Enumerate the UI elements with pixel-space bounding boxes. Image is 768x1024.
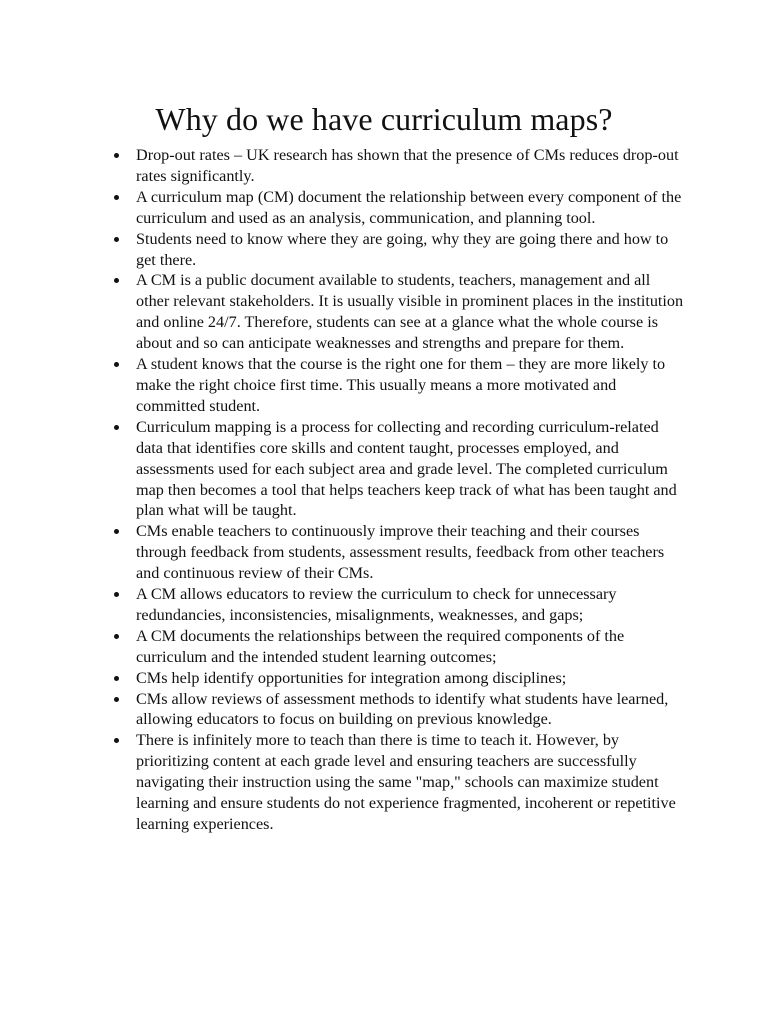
list-item: [136, 229, 684, 271]
list-item: [136, 730, 684, 835]
bullet-icon: [114, 153, 119, 158]
bullet-icon: [114, 529, 119, 534]
list-item-text: Curriculum mapping is a process for collecting and recording curriculum-related data that identifies core skills and content taught, processes employed, and assessments used for each subject area and grade level. The completed curriculum map then becomes a tool that helps teachers keep track of what has been taught and plan what will be taught.: [136, 417, 677, 520]
bullet-icon: [114, 425, 119, 430]
list-item: [136, 584, 684, 626]
list-item: [136, 689, 684, 731]
bullet-icon: [114, 738, 119, 743]
list-item-text: CMs allow reviews of assessment methods to identify what students have learned, allowing educators to focus on building on previous knowledge.: [136, 689, 669, 729]
bullet-icon: [114, 278, 119, 283]
list-item: [136, 626, 684, 668]
bullet-icon: [114, 592, 119, 597]
list-item-text: A curriculum map (CM) document the relationship between every component of the curriculum and used as an analysis, communication, and planning tool.: [136, 187, 682, 227]
bullet-icon: [114, 676, 119, 681]
list-item-text: There is infinitely more to teach than there is time to teach it. However, by prioritizing content at each grade level and ensuring teachers are successfully navigating their instruction using the same "map," schools can maximize student learning and ensure students do not experience fragmented, incoherent or repetitive learning experiences.: [136, 731, 676, 833]
list-item: [136, 354, 684, 417]
bullet-icon: [114, 634, 119, 639]
bullet-icon: [114, 237, 119, 242]
list-item-text: Drop-out rates – UK research has shown that the presence of CMs reduces drop-out rates significantly.: [136, 146, 679, 185]
page-title: Why do we have curriculum maps?: [155, 101, 613, 137]
list-item-text: CMs help identify opportunities for integration among disciplines;: [136, 668, 567, 687]
list-item: [136, 668, 684, 689]
list-item: [136, 187, 684, 229]
list-item-text: Students need to know where they are going, why they are going there and how to get there.: [136, 229, 669, 269]
list-item-text: A student knows that the course is the right one for them – they are more likely to make the right choice first time. This usually means a more motivated and committed student.: [136, 355, 666, 415]
bullet-icon: [114, 362, 119, 367]
list-item-text: CMs enable teachers to continuously improve their teaching and their courses through feedback from students, assessment results, feedback from other teachers and continuous review of their CMs.: [136, 522, 665, 583]
list-item: [136, 270, 684, 354]
list-item-text: A CM documents the relationships between the required components of the curriculum and the intended student learning outcomes;: [136, 626, 625, 666]
list-item: [136, 521, 684, 584]
bullet-list: [136, 145, 684, 835]
bullet-icon: [114, 697, 119, 702]
list-item: [136, 145, 684, 187]
list-item-text: A CM is a public document available to students, teachers, management and all other relevant stakeholders. It is usually visible in prominent places in the institution and online 24/7. Therefore, students can see at a glance what the whole course is about and so can anticipate weaknesses and strengths and prepare for them.: [136, 271, 684, 353]
list-item: [136, 417, 684, 522]
bullet-icon: [114, 195, 119, 200]
list-item-text: A CM allows educators to review the curriculum to check for unnecessary redundancies, inconsistencies, misalignments, weaknesses, and gaps;: [136, 585, 617, 624]
